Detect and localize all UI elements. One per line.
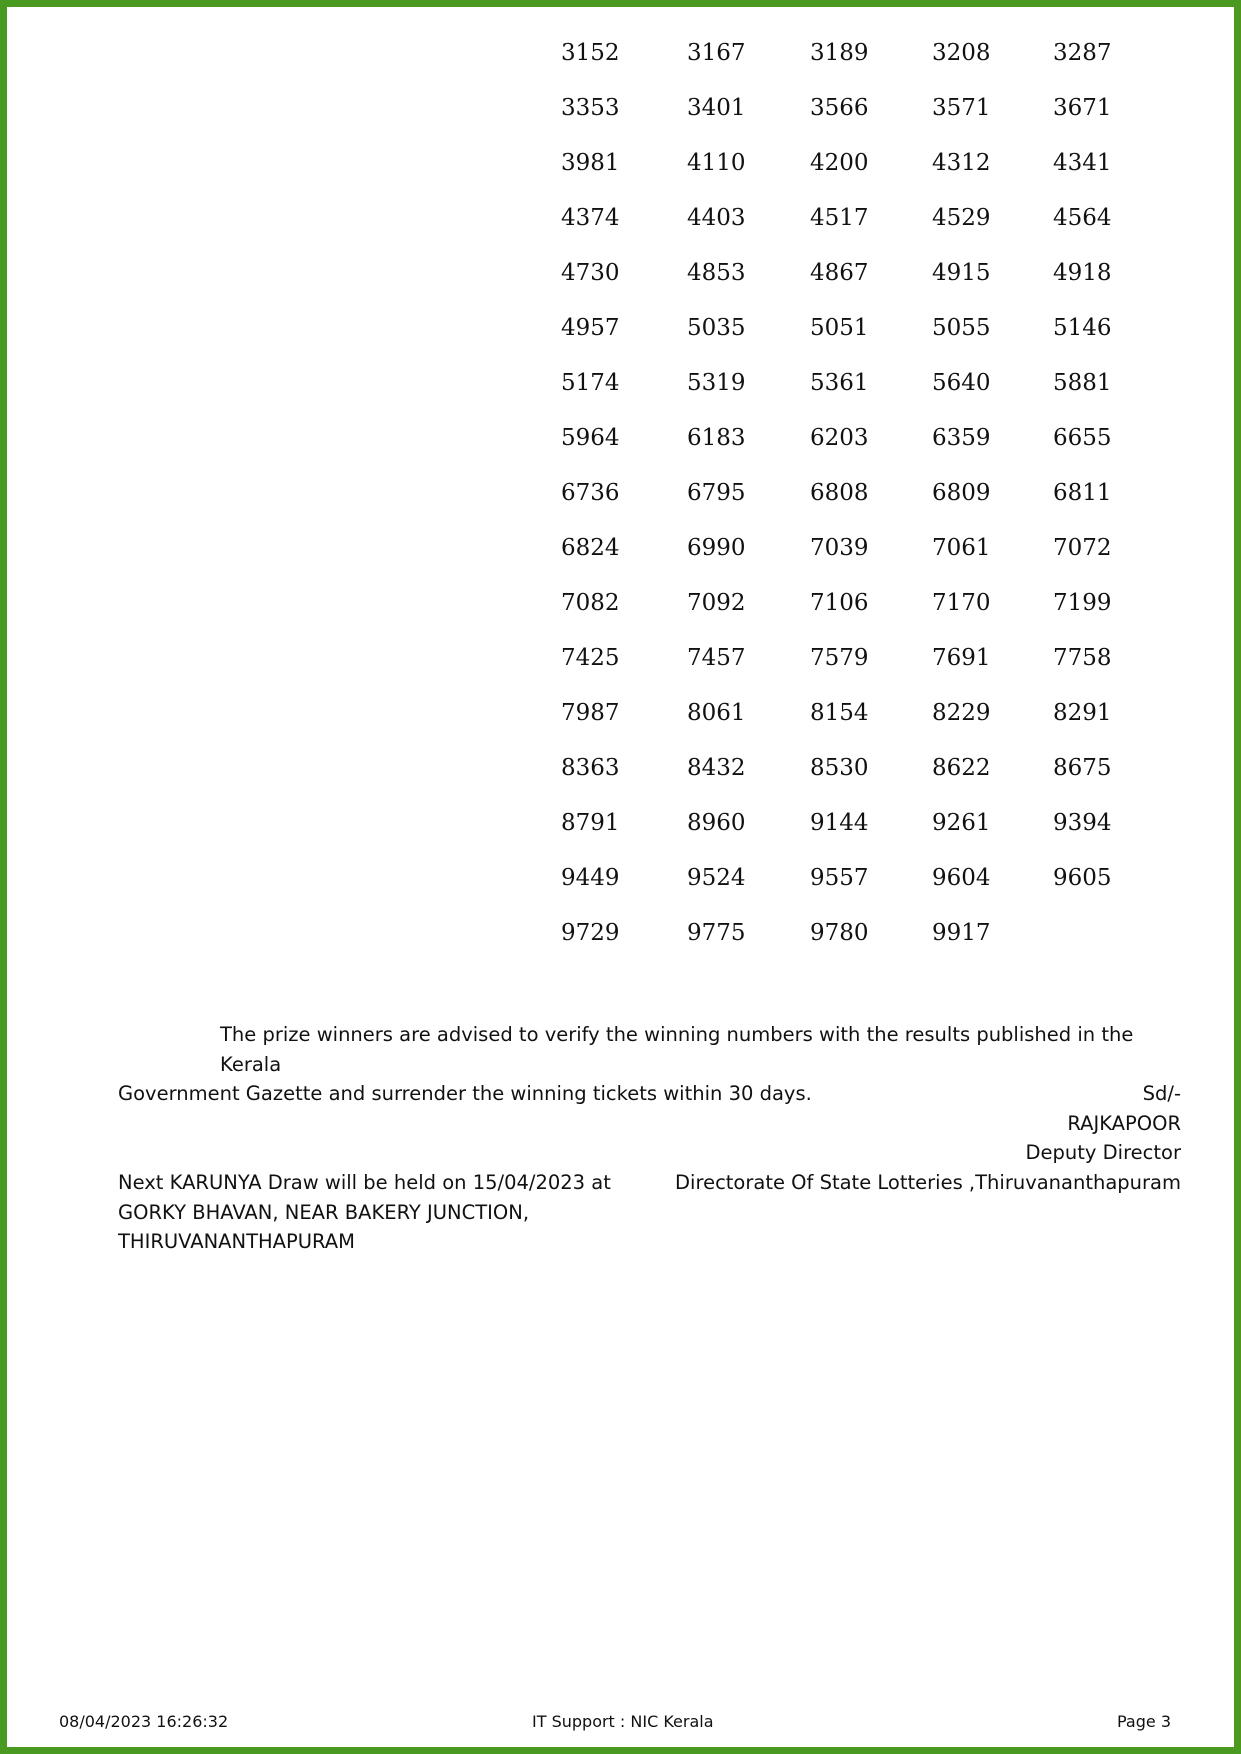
number-row <box>561 480 1121 535</box>
winning-number: 8675 <box>1053 755 1112 781</box>
winning-number: 4853 <box>687 260 746 286</box>
winning-number: 7092 <box>687 590 746 616</box>
number-row <box>561 150 1121 205</box>
winning-number: 7987 <box>561 700 620 726</box>
number-row <box>561 205 1121 260</box>
next-draw-line-3: THIRUVANANTHAPURAM <box>118 1230 355 1253</box>
winning-number: 5964 <box>561 425 620 451</box>
winning-number: 5881 <box>1053 370 1112 396</box>
winning-number: 6795 <box>687 480 746 506</box>
winning-number: 7199 <box>1053 590 1112 616</box>
winning-number: 3671 <box>1053 95 1112 121</box>
number-row <box>561 95 1121 150</box>
winning-number: 3401 <box>687 95 746 121</box>
number-row <box>561 755 1121 810</box>
winning-number: 9449 <box>561 865 620 891</box>
winning-number: 5640 <box>932 370 991 396</box>
winning-number: 4403 <box>687 205 746 231</box>
winning-number: 3353 <box>561 95 620 121</box>
number-row <box>561 865 1121 920</box>
winning-number: 6203 <box>810 425 869 451</box>
winning-number: 4374 <box>561 205 620 231</box>
number-row <box>561 535 1121 590</box>
advice-line-1: The prize winners are advised to verify the winning numbers with the results published in the Kerala <box>220 1023 1134 1076</box>
winning-number: 4730 <box>561 260 620 286</box>
winning-number: 4517 <box>810 205 869 231</box>
winning-number: 5035 <box>687 315 746 341</box>
winning-number: 6809 <box>932 480 991 506</box>
winning-number: 5174 <box>561 370 620 396</box>
winning-number: 9524 <box>687 865 746 891</box>
winning-number: 8061 <box>687 700 746 726</box>
winning-number: 7061 <box>932 535 991 561</box>
winning-number: 9775 <box>687 920 746 946</box>
winning-number: 4915 <box>932 260 991 286</box>
winning-number: 6655 <box>1053 425 1112 451</box>
winning-number: 9144 <box>810 810 869 836</box>
winning-number: 3981 <box>561 150 620 176</box>
winning-number: 9604 <box>932 865 991 891</box>
signatory-designation: Deputy Director <box>1025 1141 1181 1164</box>
winning-number: 9917 <box>932 920 991 946</box>
winning-number: 7758 <box>1053 645 1112 671</box>
signature-block <box>675 1079 1181 1197</box>
winning-number: 7039 <box>810 535 869 561</box>
winning-number: 5319 <box>687 370 746 396</box>
number-row <box>561 920 1121 975</box>
winning-number: 8791 <box>561 810 620 836</box>
footer-page-number: Page 3 <box>1117 1712 1171 1731</box>
winning-number: 9394 <box>1053 810 1112 836</box>
winning-number: 3571 <box>932 95 991 121</box>
number-row <box>561 590 1121 645</box>
winning-number: 4529 <box>932 205 991 231</box>
winning-number: 4918 <box>1053 260 1112 286</box>
winning-number: 3208 <box>932 40 991 66</box>
winning-number: 6990 <box>687 535 746 561</box>
winning-number: 6811 <box>1053 480 1112 506</box>
winning-number: 5055 <box>932 315 991 341</box>
winning-number: 7579 <box>810 645 869 671</box>
winning-number: 9729 <box>561 920 620 946</box>
next-draw-info <box>118 1168 611 1257</box>
winning-number: 5146 <box>1053 315 1112 341</box>
winning-number: 9557 <box>810 865 869 891</box>
next-draw-line-2: GORKY BHAVAN, NEAR BAKERY JUNCTION, <box>118 1200 530 1224</box>
number-row <box>561 810 1121 865</box>
winning-number: 7425 <box>561 645 620 671</box>
advice-line-2: Government Gazette and surrender the winning tickets within 30 days. <box>118 1082 812 1105</box>
winning-number: 7072 <box>1053 535 1112 561</box>
winning-number: 5361 <box>810 370 869 396</box>
winning-number: 3167 <box>687 40 746 66</box>
winning-number: 6824 <box>561 535 620 561</box>
winning-number: 8960 <box>687 810 746 836</box>
footer-it-support: IT Support : NIC Kerala <box>532 1712 714 1731</box>
winning-number: 5051 <box>810 315 869 341</box>
winning-number: 8622 <box>932 755 991 781</box>
winning-number: 7082 <box>561 590 620 616</box>
winning-number: 4341 <box>1053 150 1112 176</box>
winning-number: 6359 <box>932 425 991 451</box>
signature-sd: Sd/- <box>1142 1082 1181 1105</box>
winning-number: 3287 <box>1053 40 1112 66</box>
number-row <box>561 645 1121 700</box>
winning-number: 4110 <box>687 150 746 176</box>
winning-number: 3152 <box>561 40 620 66</box>
winning-number: 8432 <box>687 755 746 781</box>
winning-number: 6736 <box>561 480 620 506</box>
number-row <box>561 315 1121 370</box>
winning-number: 4312 <box>932 150 991 176</box>
next-draw-line-1: Next KARUNYA Draw will be held on 15/04/2023 at <box>118 1171 611 1194</box>
winning-number: 7170 <box>932 590 991 616</box>
winning-number: 4867 <box>810 260 869 286</box>
winning-number: 7106 <box>810 590 869 616</box>
signatory-name: RAJKAPOOR <box>1067 1111 1181 1135</box>
winning-number: 9780 <box>810 920 869 946</box>
winning-number: 4564 <box>1053 205 1112 231</box>
winning-number: 8530 <box>810 755 869 781</box>
winning-number: 6808 <box>810 480 869 506</box>
footer-timestamp: 08/04/2023 16:26:32 <box>59 1712 229 1731</box>
winning-number: 6183 <box>687 425 746 451</box>
winning-number: 4200 <box>810 150 869 176</box>
number-row <box>561 260 1121 315</box>
number-row <box>561 40 1121 95</box>
winning-number: 8291 <box>1053 700 1112 726</box>
winning-number: 7691 <box>932 645 991 671</box>
winning-number: 9605 <box>1053 865 1112 891</box>
number-row <box>561 425 1121 480</box>
winning-number: 8229 <box>932 700 991 726</box>
signatory-office: Directorate Of State Lotteries ,Thiruvananthapuram <box>675 1170 1181 1194</box>
winning-number: 8363 <box>561 755 620 781</box>
number-row <box>561 700 1121 755</box>
winning-number: 3566 <box>810 95 869 121</box>
winning-number: 3189 <box>810 40 869 66</box>
winning-number: 8154 <box>810 700 869 726</box>
winning-number: 9261 <box>932 810 991 836</box>
number-row <box>561 370 1121 425</box>
winning-numbers-grid <box>561 40 1121 975</box>
winning-number: 7457 <box>687 645 746 671</box>
winning-number: 4957 <box>561 315 620 341</box>
